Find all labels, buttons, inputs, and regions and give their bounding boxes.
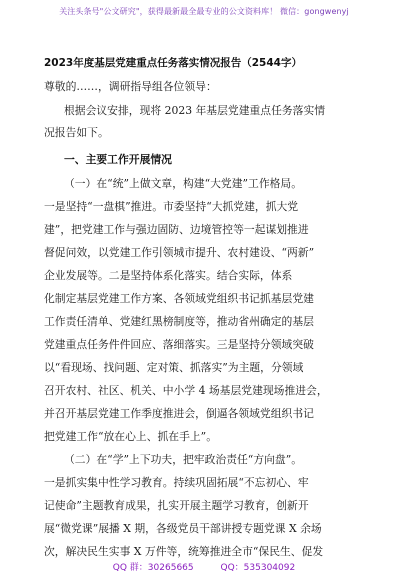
- section-heading: 一、主要工作开展情况: [64, 153, 172, 166]
- document-title: 2023年度基层党建重点任务落实情况报告（2544字）: [44, 57, 302, 69]
- paragraph-line: （一）在“统”上做文章，构建“大党建”工作格局。: [64, 177, 303, 190]
- qq-number: QQ：535304092: [220, 563, 296, 573]
- paragraph-line: 化制定基层党建工作方案、各领域党组织书记抓基层党建: [44, 292, 314, 305]
- intro-line: 况报告如下。: [44, 126, 109, 139]
- paragraph-line: 次，解决民生实事 X 万件等，统筹推进全市“保民生、促发: [44, 545, 324, 558]
- paragraph-line: 把党建工作“放在心上、抓在手上”。: [44, 430, 217, 443]
- paragraph-line: 以“看现场、找问题、定对策、抓落实”为主题，分领域: [44, 361, 304, 374]
- salutation: 尊敬的……，调研指导组各位领导：: [44, 80, 217, 93]
- footer-contact: [0, 560, 408, 573]
- paragraph-line: 建”，把党建工作与强边固防、边境管控等一起谋划推进: [44, 223, 309, 236]
- intro-line: 根据会议安排，现将 2023 年基层党建重点任务落实情: [64, 104, 326, 117]
- paragraph-line: 展“微党课”展播 X 期，各级党员干部讲授专题党课 X 余场: [44, 522, 322, 535]
- paragraph-line: 企业发展等。二是坚持体系化落实。结合实际，体系: [44, 269, 293, 282]
- paragraph-line: 并召开基层党建工作季度推进会，倒逼各领域党组织书记: [44, 407, 314, 420]
- paragraph-line: 一是抓实集中性学习教育。持续巩固拓展“不忘初心、牢: [44, 476, 309, 489]
- qq-group-number: QQ 群：30265665: [112, 563, 194, 573]
- paragraph-line: 一是坚持“一盘棋”推进。市委坚持“大抓党建，抓大党: [44, 200, 299, 213]
- paragraph-line: 召开农村、社区、机关、中小学 4 场基层党建现场推进会，: [44, 384, 328, 397]
- paragraph-line: 记使命”主题教育成果，扎实开展主题学习教育，创新开: [44, 499, 309, 512]
- promo-banner: 关注头条号"公文研究"，获得最新最全最专业的公文资料库！ 微信：gongwenyj: [59, 7, 349, 16]
- paragraph-line: （二）在“学”上下功夫，把牢政治责任“方向盘”。: [64, 453, 303, 466]
- paragraph-line: 督促问效，以党建工作引领城市提升、农村建设、“两新”: [44, 246, 315, 259]
- paragraph-line: 工作责任清单、党建红黑榜制度等，推动省州确定的基层: [44, 315, 314, 328]
- paragraph-line: 党建重点任务件件回应、落细落实。三是坚持分领域突破: [44, 338, 314, 351]
